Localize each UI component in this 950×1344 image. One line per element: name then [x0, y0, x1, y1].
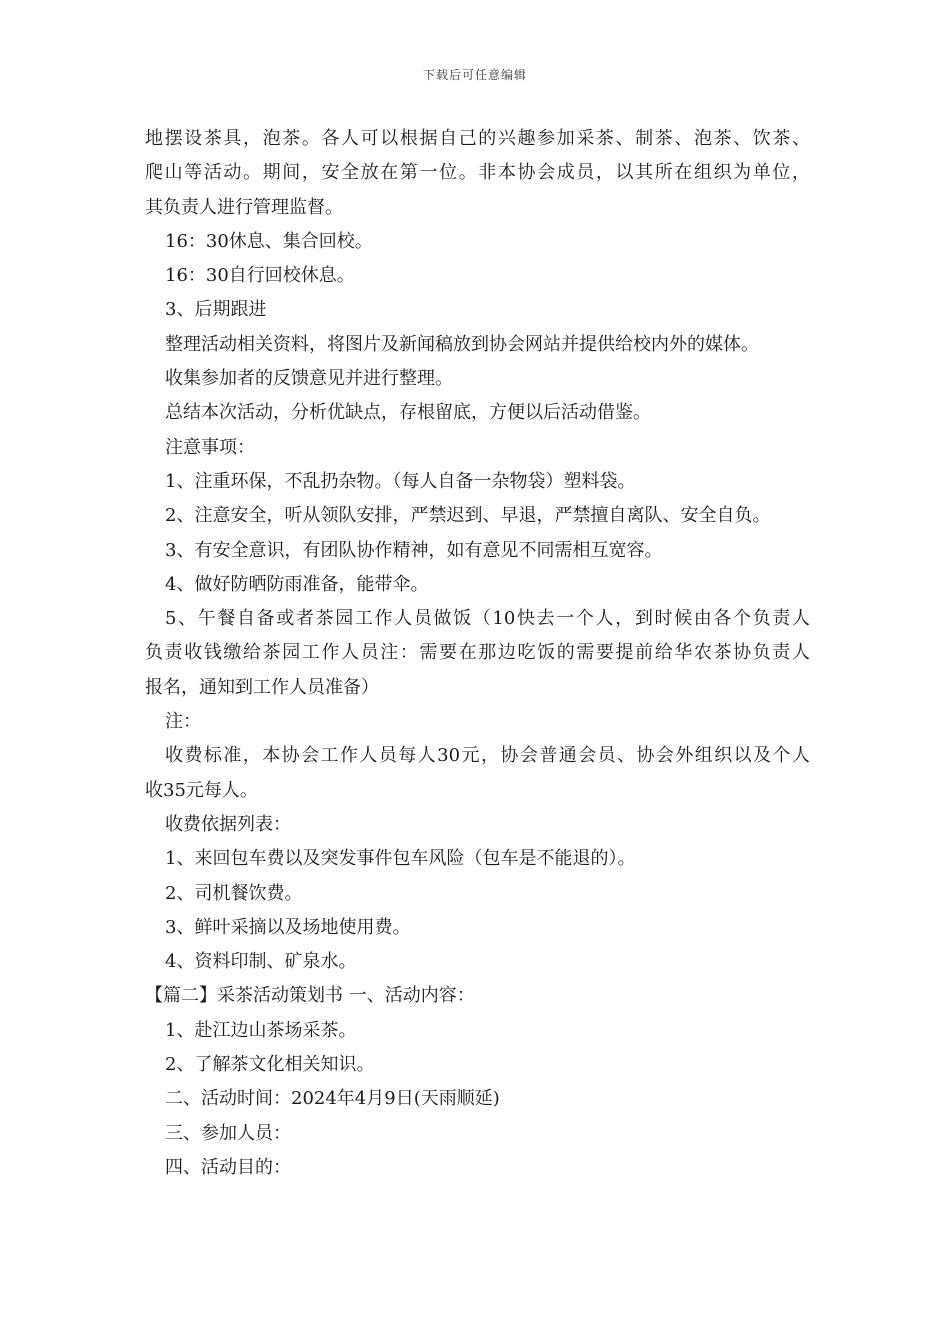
- list-item: 2、司机餐饮费。: [165, 882, 303, 904]
- section-heading: 收费依据列表：: [165, 813, 291, 835]
- list-item: 1、注重环保，不乱扔杂物。（每人自备一杂物袋）塑料袋。: [165, 470, 636, 492]
- list-item: 5、午餐自备或者茶园工作人员做饭（10快去一个人，到时候由各个负责人: [165, 608, 810, 630]
- list-item: 2、注意安全，听从领队安排，严禁迟到、早退，严禁擅自离队、安全自负。: [165, 505, 771, 527]
- document-body: [145, 122, 810, 1185]
- section-heading: 三、参加人员：: [165, 1122, 291, 1144]
- list-item: 4、资料印制、矿泉水。: [165, 951, 357, 973]
- note-label: 注：: [165, 711, 201, 733]
- text-line: 负责收钱缴给茶园工作人员注：需要在那边吃饭的需要提前给华农茶协负责人: [145, 642, 810, 664]
- text-line: 其负责人进行管理监督。: [145, 196, 343, 218]
- page-header: 下载后可任意编辑: [422, 68, 527, 82]
- chapter-title: 【篇二】采茶活动策划书 一、活动内容：: [145, 985, 475, 1007]
- text-line: 地摆设茶具，泡茶。各人可以根据自己的兴趣参加采茶、制茶、泡茶、饮茶、: [145, 128, 810, 149]
- section-heading: 二、活动时间：2024年4月9日(天雨顺延): [165, 1088, 500, 1110]
- list-item: 3、鲜叶采摘以及场地使用费。: [165, 916, 411, 938]
- text-line: 16：30休息、集合回校。: [165, 230, 373, 252]
- text-line: 总结本次活动，分析优缺点，存根留底，方便以后活动借鉴。: [165, 402, 651, 424]
- section-heading: 四、活动目的：: [165, 1156, 291, 1178]
- text-line: 16：30自行回校休息。: [165, 265, 355, 287]
- section-heading: 3、后期跟进: [165, 299, 267, 321]
- text-line: 收集参加者的反馈意见并进行整理。: [165, 368, 453, 390]
- list-item: 1、赴江边山茶场采茶。: [165, 1019, 357, 1041]
- text-line: 报名，通知到工作人员准备）: [145, 676, 379, 698]
- text-line: 整理活动相关资料，将图片及新闻稿放到协会网站并提供给校内外的媒体。: [165, 333, 759, 355]
- text-line: 爬山等活动。期间，安全放在第一位。非本协会成员，以其所在组织为单位，: [145, 162, 810, 184]
- text-line: 收费标准，本协会工作人员每人30元，协会普通会员、协会外组织以及个人: [165, 745, 810, 767]
- list-item: 1、来回包车费以及突发事件包车风险（包车是不能退的）。: [165, 848, 636, 870]
- list-item: 4、做好防晒防雨准备，能带伞。: [165, 573, 429, 595]
- list-item: 3、有安全意识，有团队协作精神，如有意见不同需相互宽容。: [165, 539, 663, 561]
- text-line: 收35元每人。: [145, 779, 258, 801]
- list-item: 2、了解茶文化相关知识。: [165, 1054, 375, 1076]
- section-heading: 注意事项：: [165, 436, 255, 458]
